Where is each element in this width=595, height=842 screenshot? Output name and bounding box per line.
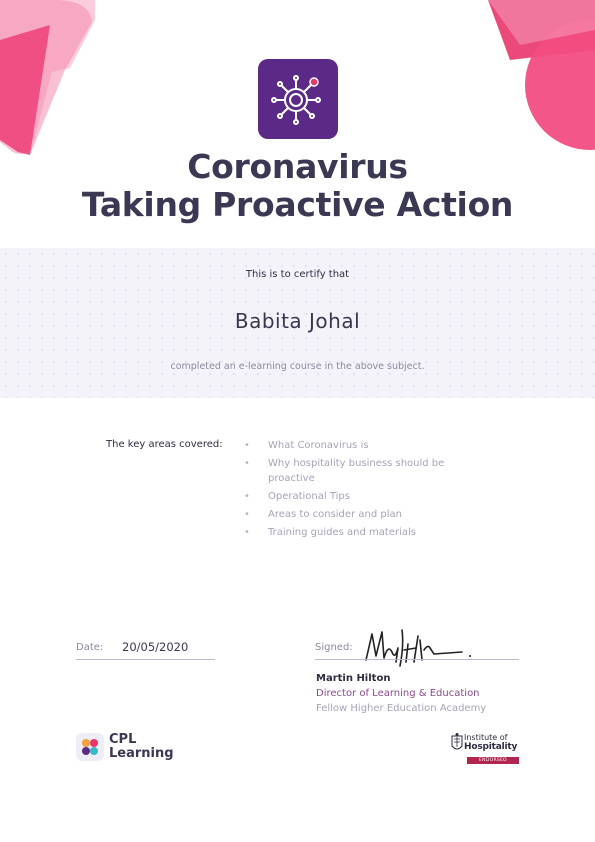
- bullet-icon: •: [244, 509, 250, 520]
- signer-fellowship: Fellow Higher Education Academy: [316, 703, 487, 714]
- key-area-item: • Operational Tips: [244, 491, 350, 502]
- recipient-name: Babita Johal: [234, 309, 361, 333]
- key-areas-label: The key areas covered:: [106, 439, 223, 450]
- completion-statement: completed an e-learning course in the above subject.: [170, 361, 425, 372]
- course-title-line-2: Taking Proactive Action: [81, 185, 514, 224]
- bullet-icon: •: [244, 458, 250, 469]
- key-area-item: • Areas to consider and plan: [244, 509, 402, 520]
- handwritten-signature: [362, 626, 482, 668]
- cpl-logo-text-line-1: CPL: [109, 732, 137, 747]
- virus-icon: [269, 70, 327, 128]
- cpl-logo-icon: [76, 733, 104, 761]
- institute-of-hospitality-logo: [450, 732, 522, 766]
- ioh-text-line-1: Institute of: [464, 733, 508, 742]
- ioh-text-line-2: Hospitality: [464, 742, 518, 752]
- signer-role: Director of Learning & Education: [316, 688, 480, 699]
- key-area-item: • Why hospitality business should be proactive: [244, 458, 445, 484]
- signature-underline: [315, 659, 519, 660]
- date-value: 20/05/2020: [122, 640, 189, 654]
- certify-intro: This is to certify that: [245, 269, 350, 280]
- endorsed-badge: ENDORSED: [467, 757, 519, 764]
- date-underline: [76, 659, 215, 660]
- signed-label: Signed:: [315, 642, 353, 653]
- course-title-line-1: Coronavirus: [187, 147, 408, 186]
- key-area-item: • Training guides and materials: [244, 527, 416, 538]
- bullet-icon: •: [244, 440, 250, 451]
- bullet-icon: •: [244, 527, 250, 538]
- key-areas-list: [244, 438, 474, 543]
- signer-name: Martin Hilton: [316, 673, 391, 684]
- bullet-icon: •: [244, 491, 250, 502]
- cpl-learning-logo: [76, 733, 174, 761]
- course-logo: [258, 59, 338, 139]
- key-area-item: • What Coronavirus is: [244, 440, 369, 451]
- crest-icon: [450, 732, 464, 756]
- cpl-logo-text-line-2: Learning: [109, 746, 174, 761]
- date-label: Date:: [76, 642, 104, 653]
